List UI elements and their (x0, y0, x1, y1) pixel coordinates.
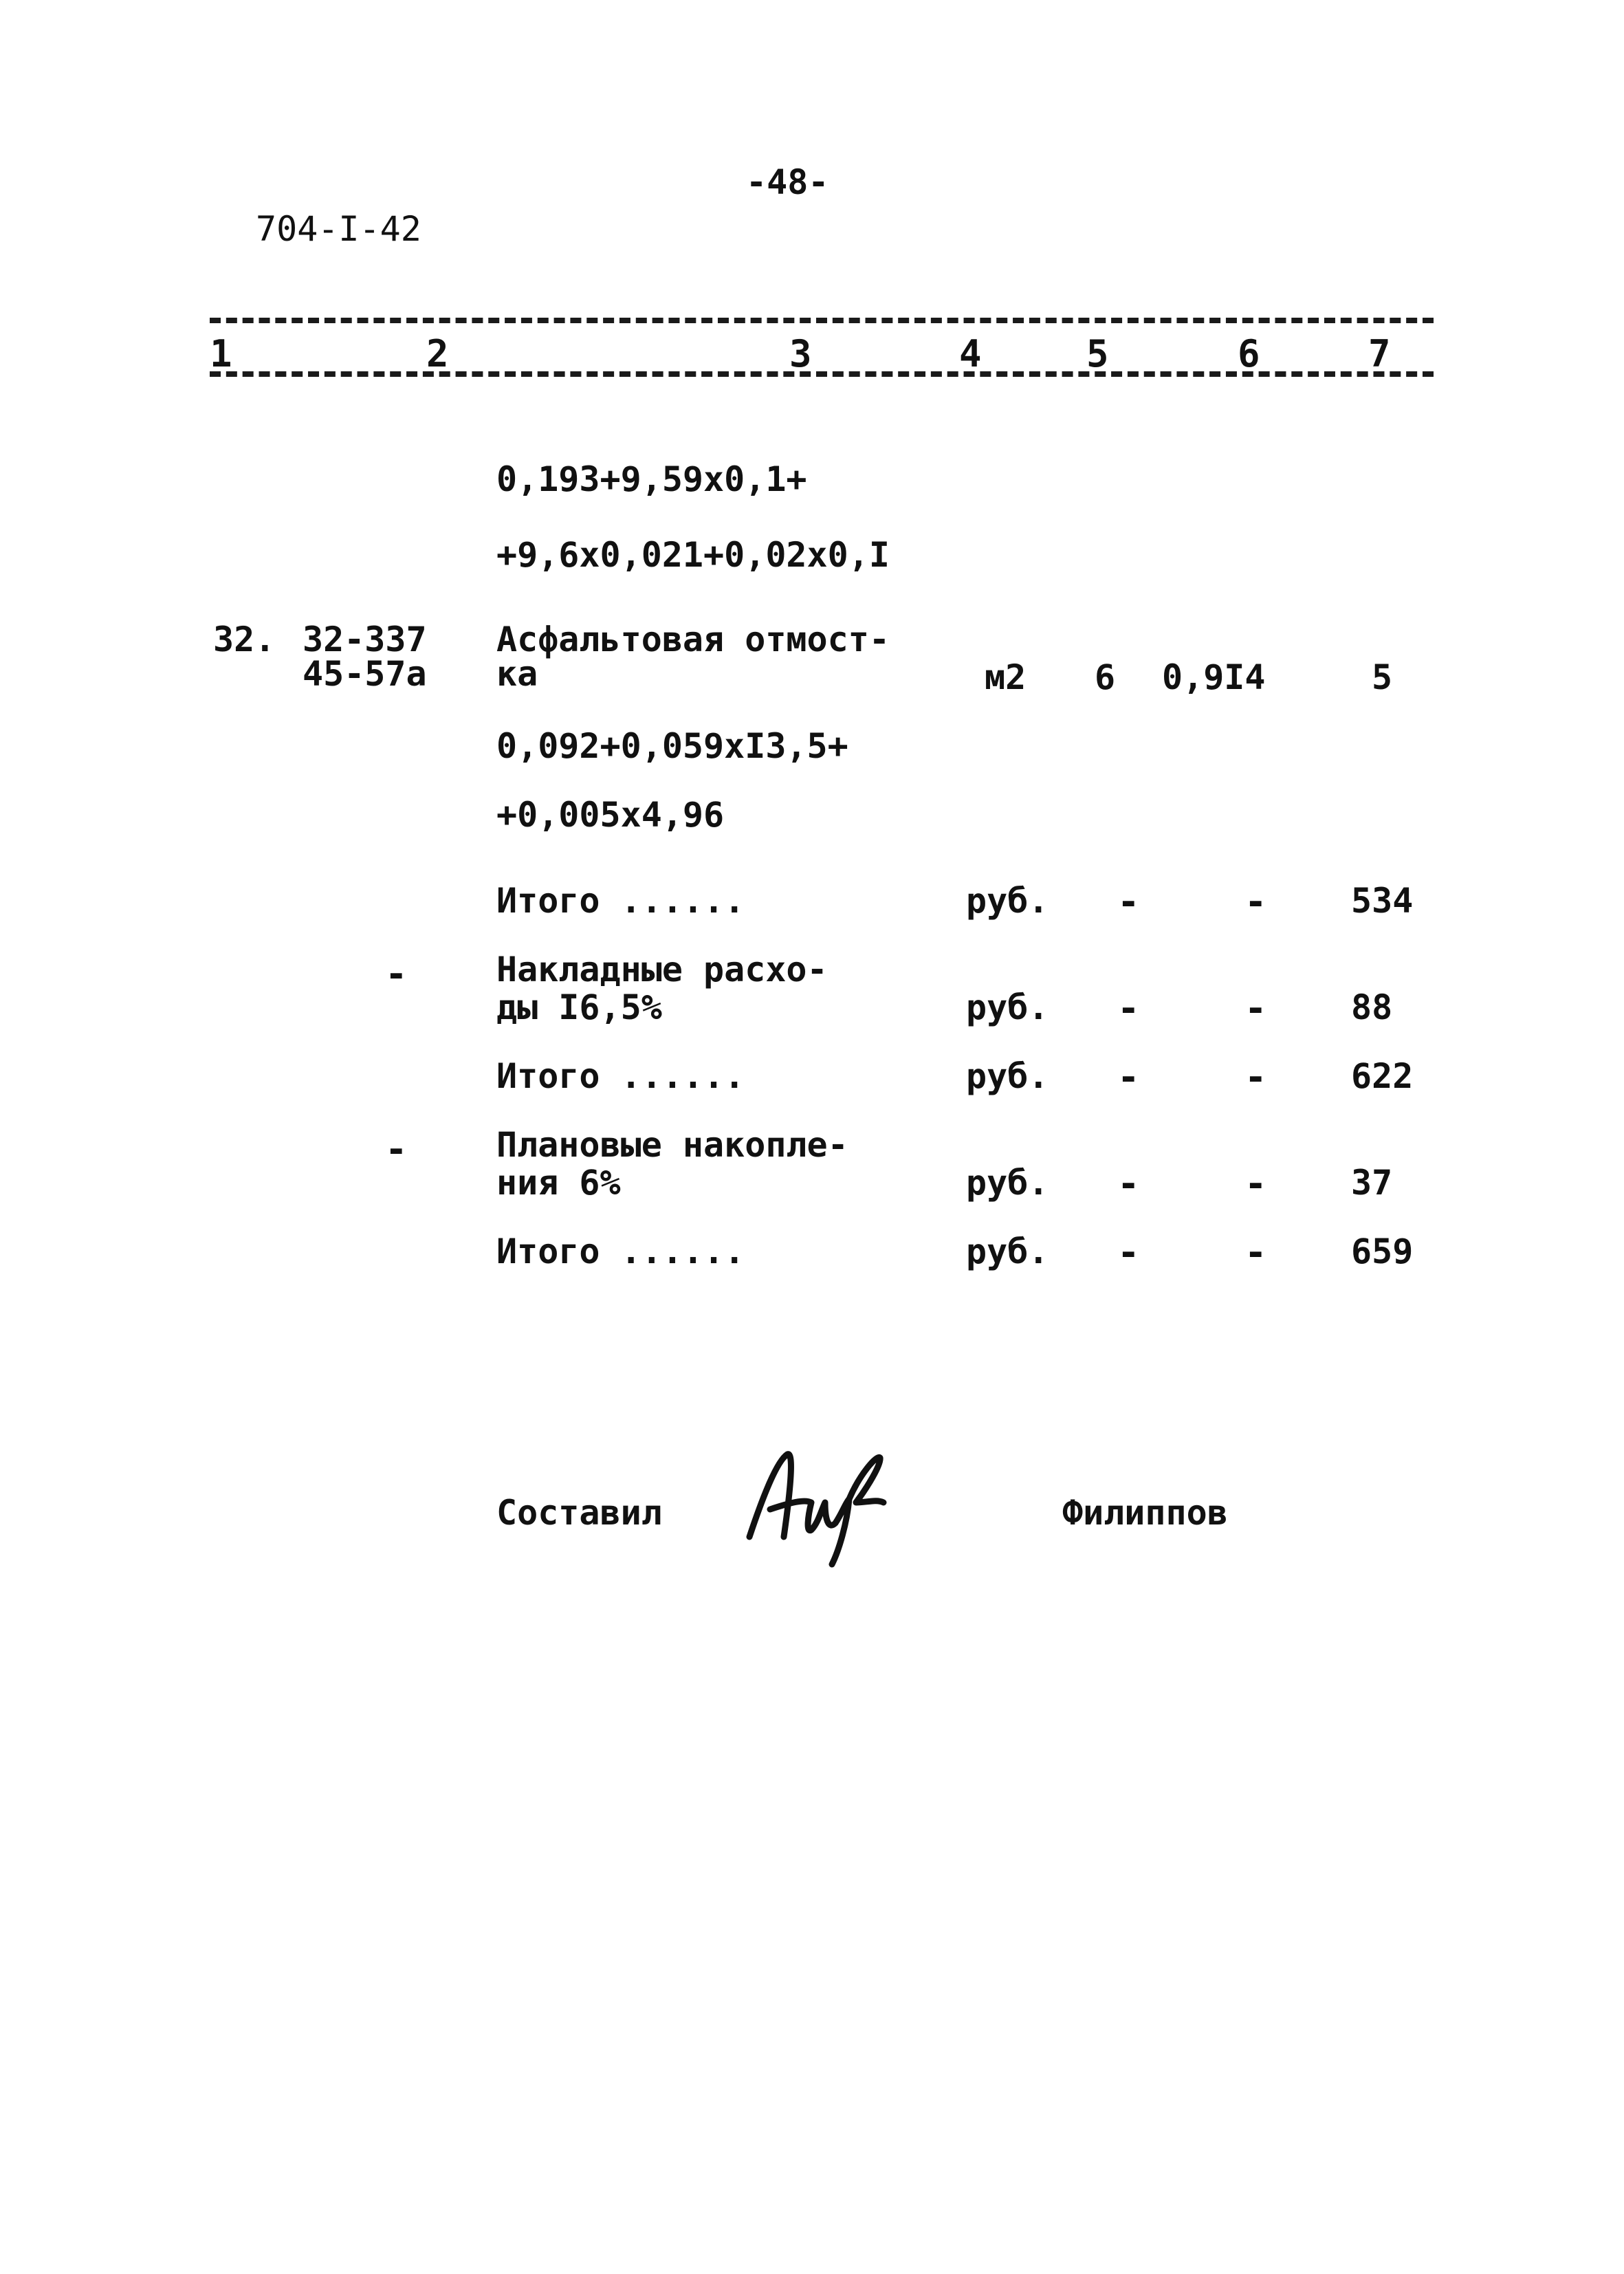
item-code: 45-57a (303, 654, 427, 694)
summary-amount: 88 (1351, 987, 1393, 1027)
summary-unit: руб. (966, 881, 1049, 921)
summary-unit: руб. (966, 1163, 1049, 1203)
column-number-2: 2 (426, 332, 449, 375)
summary-empty-cell: - (1244, 1231, 1267, 1274)
summary-amount: 659 (1351, 1232, 1414, 1271)
summary-unit: руб. (966, 1232, 1049, 1271)
summary-label: ния 6% (496, 1163, 621, 1203)
item-number: 32. (213, 620, 276, 659)
page-number: -48- (746, 162, 829, 202)
summary-label: Накладные расхо- (496, 950, 828, 990)
item-name: Асфальтовая отмост- (496, 620, 890, 659)
calculation-line: +0,005x4,96 (496, 795, 725, 835)
summary-amount: 37 (1351, 1163, 1393, 1203)
summary-amount: 534 (1351, 881, 1414, 921)
column-number-4: 4 (959, 332, 982, 375)
summary-empty-cell: - (1244, 987, 1267, 1030)
summary-label: Плановые накопле- (496, 1125, 848, 1165)
column-number-1: 1 (210, 332, 232, 375)
calculation-line: 0,193+9,59x0,1+ (496, 459, 807, 499)
document-code: 704-I-42 (256, 209, 421, 249)
summary-unit: руб. (966, 1056, 1049, 1096)
table-top-rule (210, 318, 1434, 323)
calculation-line: 0,092+0,059xI3,5+ (496, 726, 848, 766)
summary-label: ды I6,5% (496, 987, 662, 1027)
column-number-5: 5 (1086, 332, 1109, 375)
column-number-6: 6 (1238, 332, 1260, 375)
item-code: 32-337 (303, 620, 427, 659)
column-number-3: 3 (789, 332, 812, 375)
item-quantity: 6 (1095, 657, 1116, 697)
item-total-cost: 5 (1372, 657, 1393, 697)
summary-marker: - (385, 952, 408, 996)
table-header-rule (210, 371, 1434, 377)
summary-empty-cell: - (1244, 1056, 1267, 1099)
summary-label: Итого ...... (496, 1232, 745, 1271)
summary-empty-cell: - (1117, 880, 1140, 923)
compiled-by-label: Составил (496, 1493, 662, 1533)
summary-empty-cell: - (1244, 1162, 1267, 1205)
item-unit: м2 (985, 657, 1027, 697)
column-number-7: 7 (1368, 332, 1391, 375)
summary-empty-cell: - (1117, 1231, 1140, 1274)
summary-empty-cell: - (1244, 880, 1267, 923)
compiler-name: Филиппов (1062, 1493, 1228, 1533)
summary-empty-cell: - (1117, 1162, 1140, 1205)
summary-empty-cell: - (1117, 1056, 1140, 1099)
calculation-line: +9,6x0,021+0,02x0,I (496, 535, 890, 575)
item-unit-cost: 0,9I4 (1162, 657, 1266, 697)
summary-unit: руб. (966, 987, 1049, 1027)
handwritten-signature (729, 1434, 908, 1571)
summary-amount: 622 (1351, 1056, 1414, 1096)
item-name: ка (496, 654, 538, 694)
summary-label: Итого ...... (496, 881, 745, 921)
summary-label: Итого ...... (496, 1056, 745, 1096)
summary-empty-cell: - (1117, 987, 1140, 1030)
summary-marker: - (385, 1128, 408, 1171)
